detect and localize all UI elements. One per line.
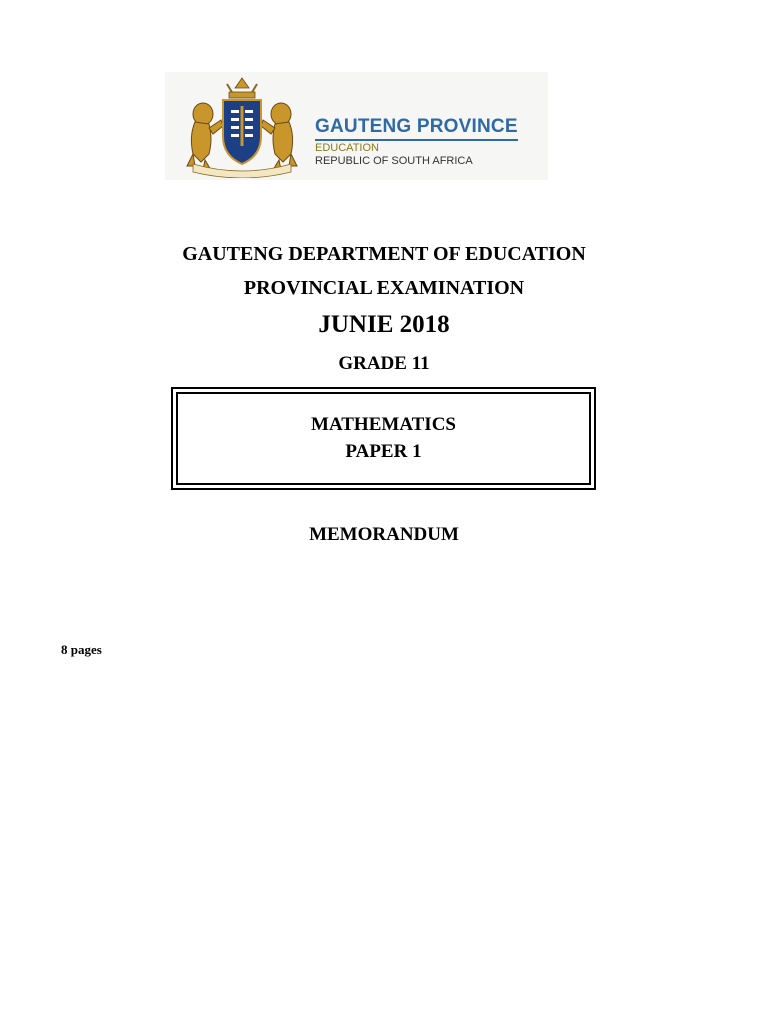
- logo-text: [315, 116, 518, 168]
- exam-date: JUNIE 2018: [318, 311, 450, 338]
- subject-box-inner-border: [176, 392, 591, 485]
- page-count: 8 pages: [61, 642, 102, 657]
- subject-box: [171, 387, 596, 490]
- left-lion: [187, 103, 223, 170]
- crest-top: [227, 78, 257, 98]
- logo-divider: [315, 139, 518, 141]
- grade-heading: GRADE 11: [338, 353, 430, 374]
- subject-name: MATHEMATICS: [311, 414, 456, 435]
- department-heading: GAUTENG DEPARTMENT OF EDUCATION: [182, 243, 586, 265]
- gauteng-logo: [165, 72, 548, 180]
- right-lion: [261, 103, 297, 170]
- logo-subtitle-country: REPUBLIC OF SOUTH AFRICA: [315, 155, 473, 167]
- exam-heading: PROVINCIAL EXAMINATION: [243, 277, 525, 299]
- coat-of-arms-icon: [179, 74, 305, 178]
- logo-title: GAUTENG PROVINCE: [315, 116, 518, 137]
- document-type: MEMORANDUM: [309, 524, 459, 545]
- paper-number: PAPER 1: [345, 441, 422, 462]
- logo-subtitle-education: EDUCATION: [315, 142, 379, 154]
